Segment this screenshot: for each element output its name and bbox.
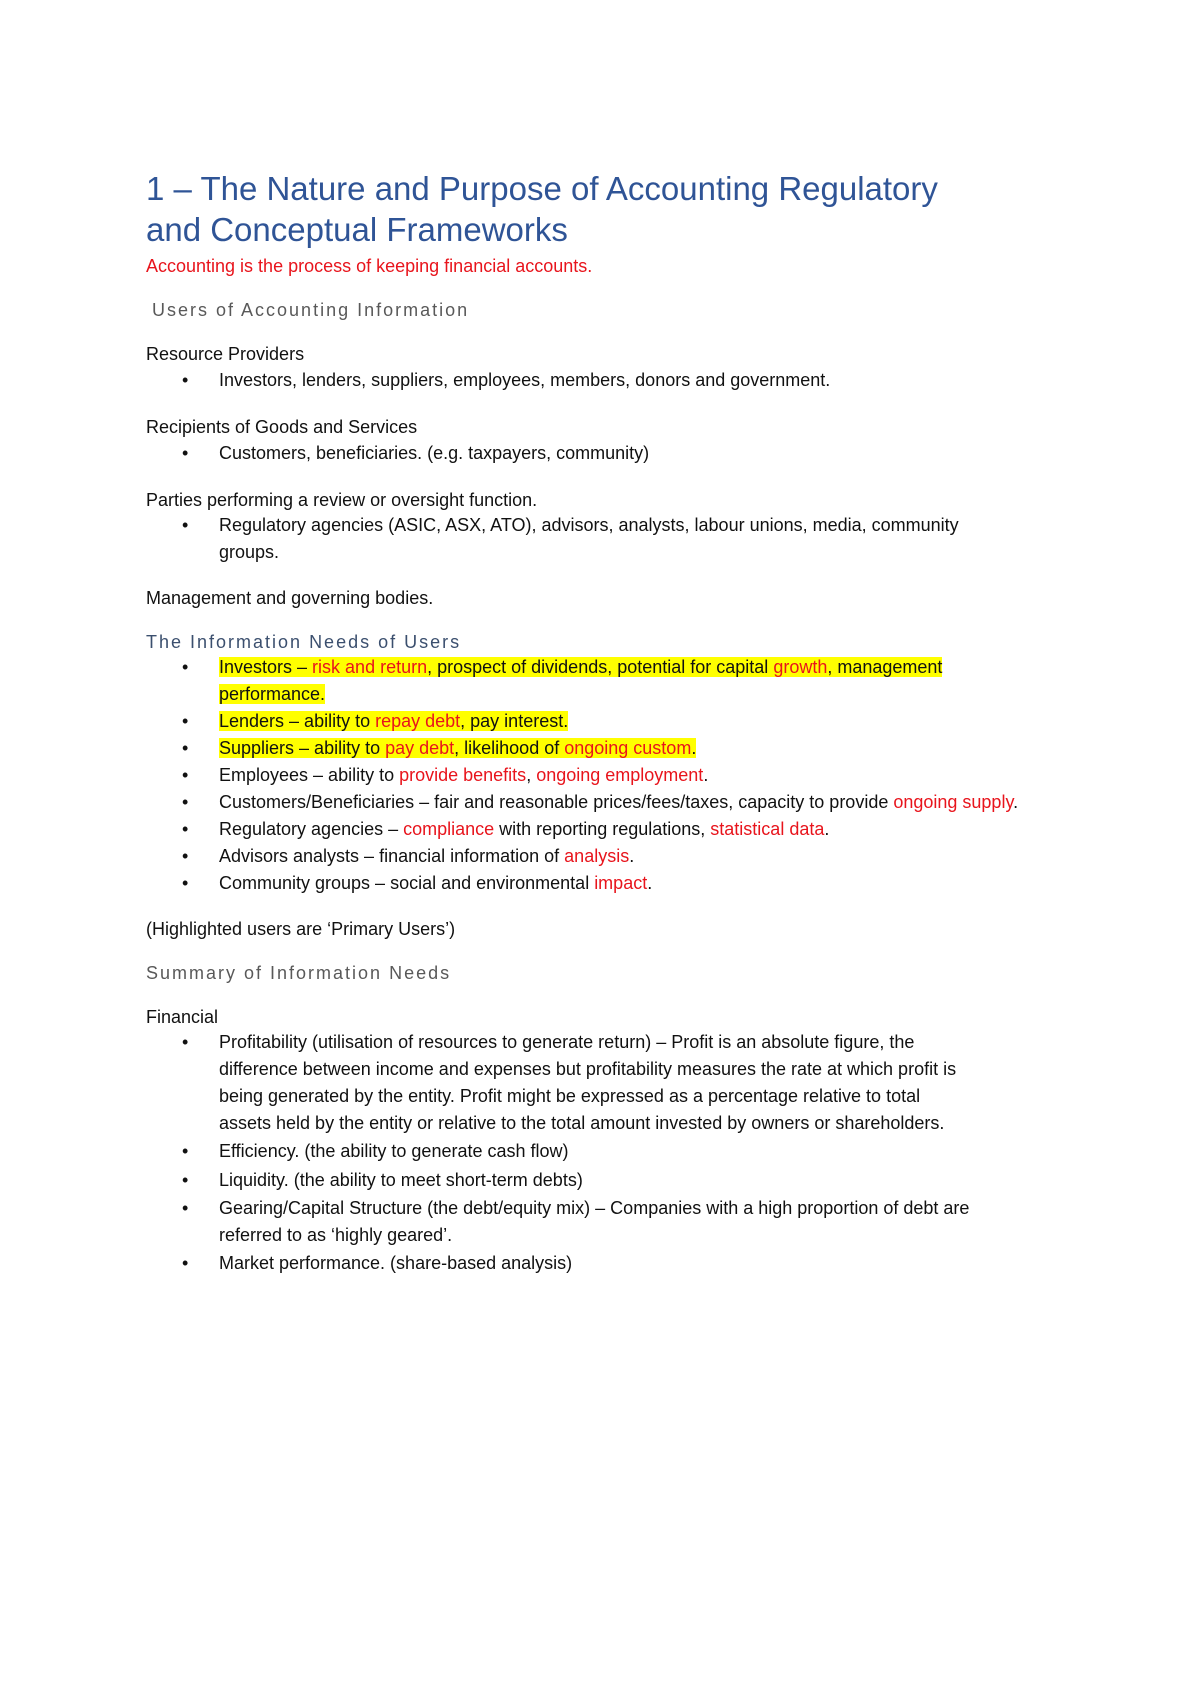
- emphasis-text: ongoing supply: [893, 792, 1014, 812]
- list-item: • Gearing/Capital Structure (the debt/equity mix) – Companies with a high proportion of debt are referred to as ‘highly geared’.: [146, 1195, 970, 1249]
- needs-list-item: [146, 789, 1066, 816]
- emphasis-text: impact: [594, 873, 648, 893]
- emphasis-text: ongoing employment: [536, 765, 704, 785]
- emphasis-text: risk and return: [312, 657, 428, 677]
- needs-list-item: [146, 816, 1066, 843]
- group-label: Parties performing a review or oversight function.: [146, 490, 538, 510]
- highlighted-text: [219, 657, 942, 704]
- emphasis-text: repay debt: [375, 711, 461, 731]
- section-heading-summary: Summary of Information Needs: [146, 963, 452, 983]
- needs-list-item: [146, 870, 1066, 897]
- bullet-list: [146, 512, 1066, 566]
- needs-list-item: [146, 762, 1066, 789]
- intro-sentence: Accounting is the process of keeping financial accounts.: [146, 256, 593, 276]
- item-text: [219, 846, 634, 866]
- text-run: Community groups – social and environmental: [219, 873, 595, 893]
- highlighted-text: [219, 711, 568, 731]
- text-run: ,: [526, 765, 537, 785]
- title-line-1: 1 – The Nature and Purpose of Accounting Regulatory: [146, 170, 938, 207]
- text-run: .: [703, 765, 709, 785]
- item-text: [219, 765, 708, 785]
- document-content: [146, 168, 1066, 1278]
- text-run: , likelihood of: [454, 738, 565, 758]
- primary-users-note: (Highlighted users are ‘Primary Users’): [146, 919, 456, 939]
- emphasis-text: pay debt: [385, 738, 455, 758]
- needs-list-item: [146, 735, 1066, 762]
- bullet-list: [146, 439, 1066, 468]
- list-item: • Liquidity. (the ability to meet short-term debts): [146, 1166, 970, 1195]
- text-run: .: [629, 846, 635, 866]
- list-item: • Efficiency. (the ability to generate cash flow): [146, 1137, 970, 1166]
- text-run: .: [691, 738, 697, 758]
- needs-list-item: [146, 843, 1066, 870]
- text-run: .: [647, 873, 653, 893]
- summary-bullet-list: [146, 1029, 1066, 1278]
- emphasis-text: compliance: [403, 819, 495, 839]
- text-run: .: [824, 819, 830, 839]
- item-text: [219, 819, 829, 839]
- item-text: [219, 873, 652, 893]
- list-item: • Profitability (utilisation of resources to generate return) – Profit is an absolute figure, the difference between income and expenses but profitability measures the rate at which profit is being generated by the entity. Profit might be expressed as a percentage relative to total assets held by the entity or relative to the total amount invested by owners or shareholders.: [146, 1029, 970, 1137]
- emphasis-text: growth: [773, 657, 828, 677]
- text-run: Suppliers – ability to: [219, 738, 386, 758]
- highlighted-text: [219, 738, 696, 758]
- item-text: [219, 792, 1018, 812]
- text-run: Lenders – ability to: [219, 711, 376, 731]
- text-run: Investors –: [219, 657, 313, 677]
- text-run: , management performance.: [219, 657, 943, 704]
- text-run: , prospect of dividends, potential for capital: [427, 657, 774, 677]
- emphasis-text: analysis: [564, 846, 630, 866]
- title-line-2: and Conceptual Frameworks: [146, 211, 568, 248]
- emphasis-text: statistical data: [710, 819, 825, 839]
- text-run: Advisors analysts – financial information of: [219, 846, 565, 866]
- financial-label: Financial: [146, 1007, 219, 1027]
- group-label: Resource Providers: [146, 344, 305, 364]
- needs-list-item: [146, 654, 1066, 708]
- section-heading-needs: The Information Needs of Users: [146, 632, 462, 652]
- emphasis-text: ongoing custom: [564, 738, 692, 758]
- group-label: Recipients of Goods and Services: [146, 417, 418, 437]
- list-item: • Market performance. (share-based analysis): [146, 1249, 970, 1278]
- emphasis-text: provide benefits: [399, 765, 527, 785]
- list-item: • Investors, lenders, suppliers, employees, members, donors and government.: [146, 366, 1066, 395]
- closing-label: Management and governing bodies.: [146, 588, 434, 608]
- text-run: Customers/Beneficiaries – fair and reasonable prices/fees/taxes, capacity to provide: [219, 792, 894, 812]
- needs-bullet-list: [146, 654, 1066, 897]
- text-run: Employees – ability to: [219, 765, 400, 785]
- page-title: [146, 168, 1066, 250]
- list-item: • Regulatory agencies (ASIC, ASX, ATO), advisors, analysts, labour unions, media, community groups.: [146, 512, 1066, 566]
- text-run: Regulatory agencies –: [219, 819, 404, 839]
- needs-list-item: [146, 708, 1066, 735]
- section-heading-users: Users of Accounting Information: [152, 300, 470, 320]
- text-run: .: [1013, 792, 1019, 812]
- list-item: • Customers, beneficiaries. (e.g. taxpayers, community): [146, 439, 1066, 468]
- text-run: with reporting regulations,: [494, 819, 711, 839]
- text-run: , pay interest.: [460, 711, 569, 731]
- bullet-list: [146, 366, 1066, 395]
